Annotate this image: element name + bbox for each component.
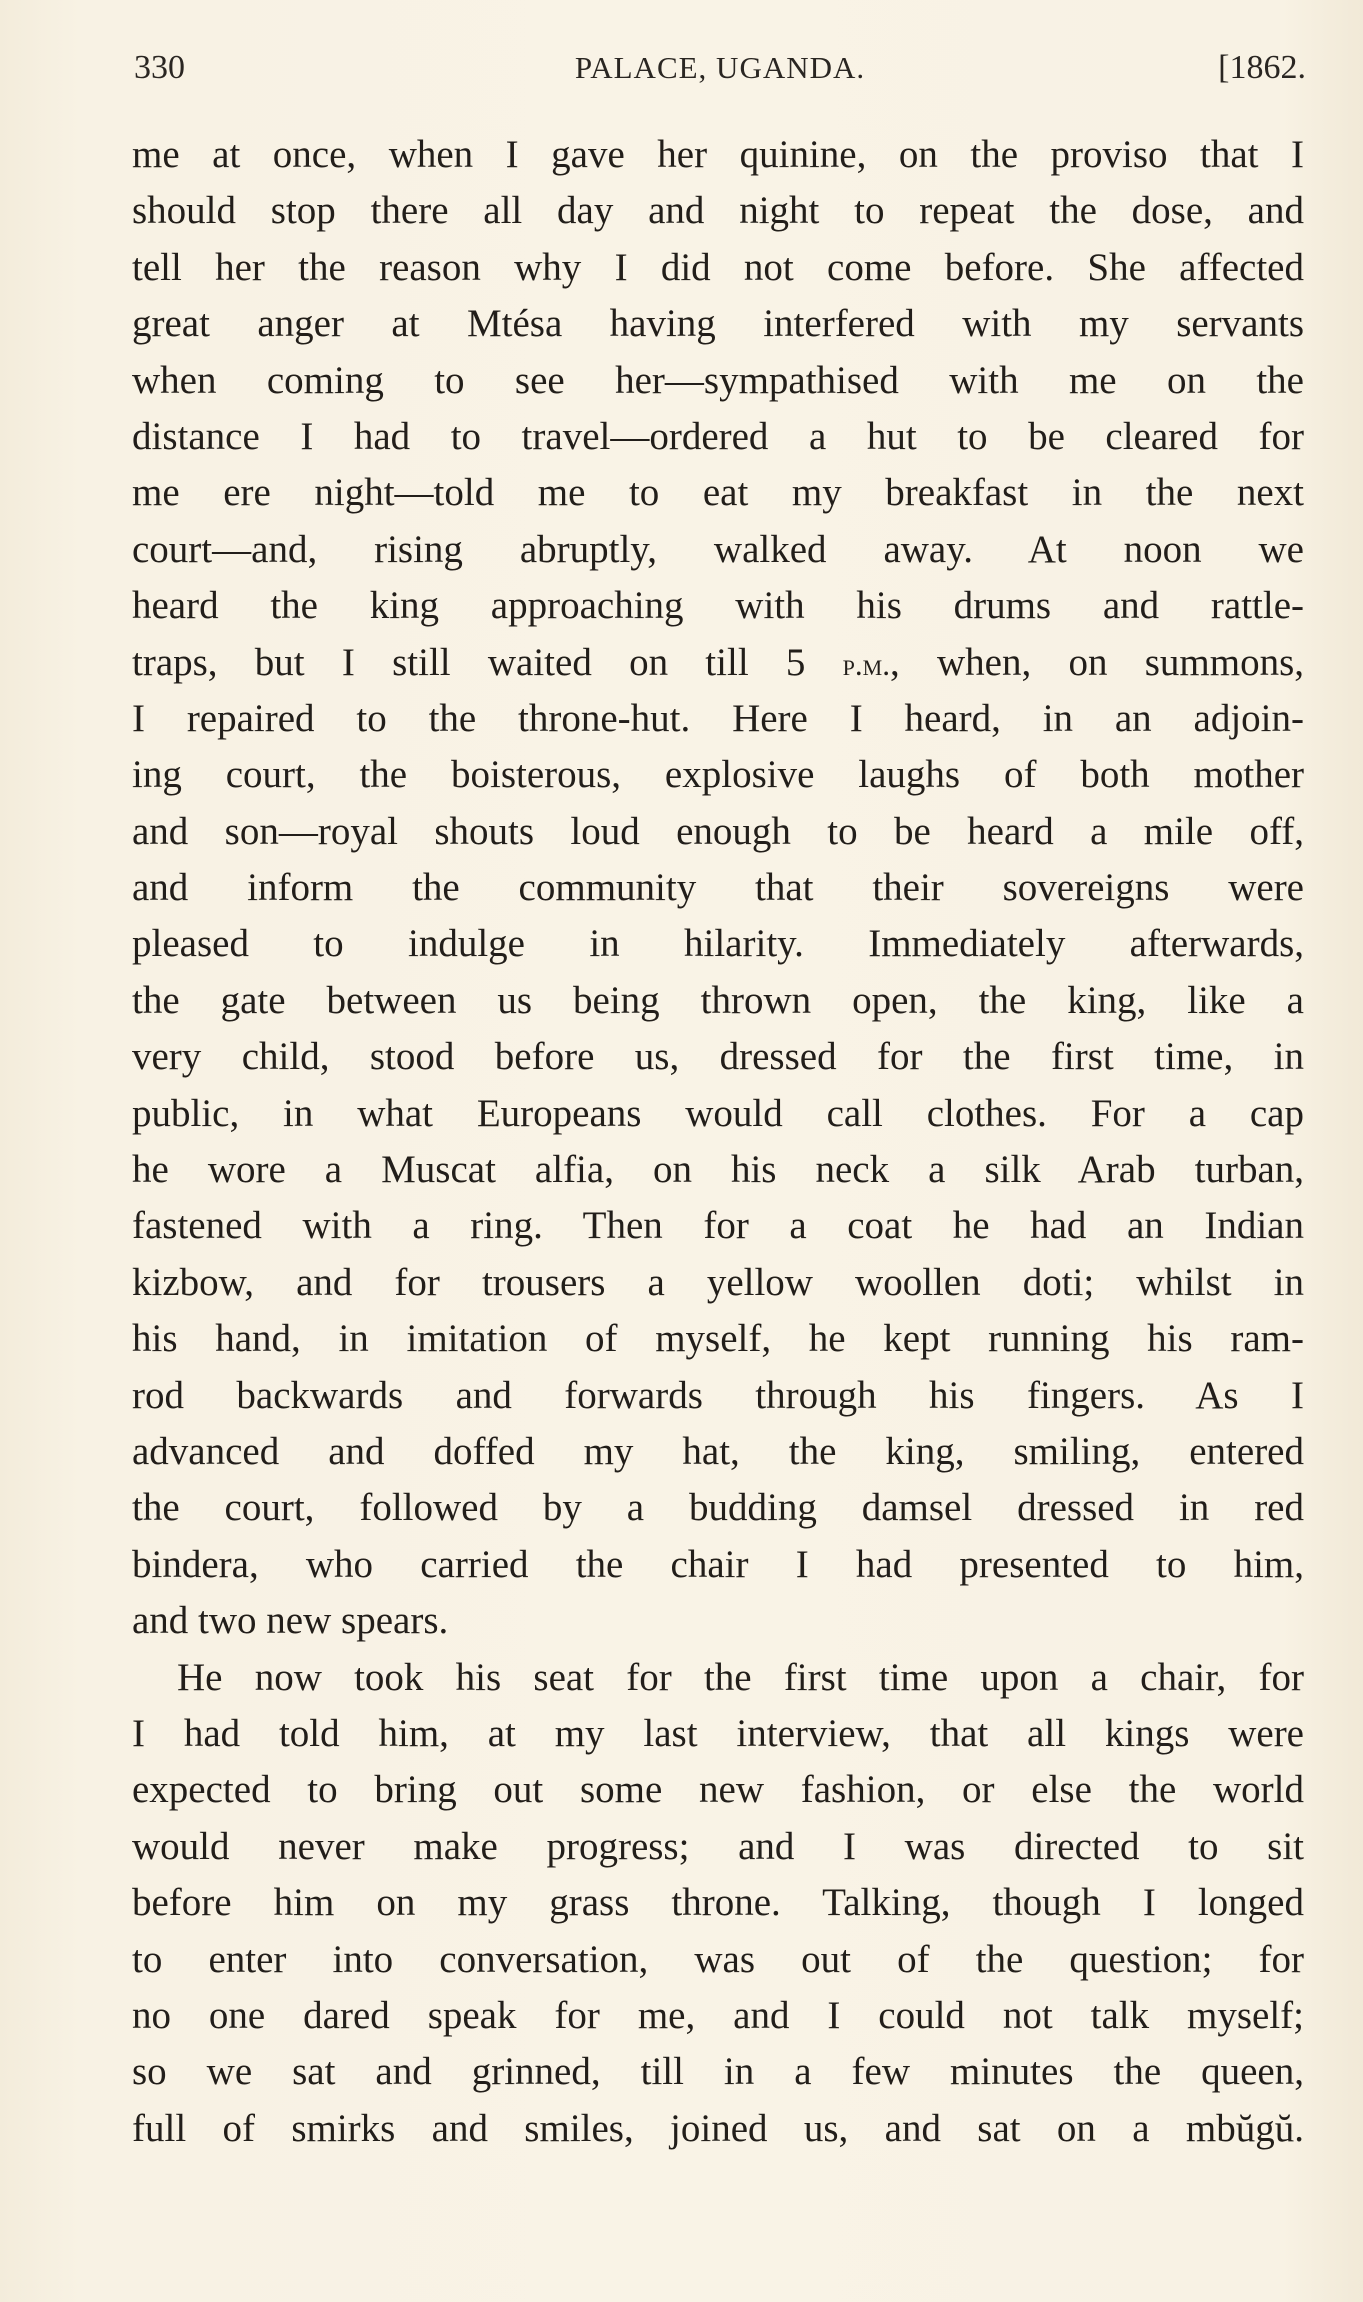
text-line: to enter into conversation, was out of the question; for	[132, 1937, 1304, 1981]
text-line: pleased to indulge in hilarity. Immediately afterwards,	[132, 922, 1304, 966]
running-title: PALACE, UGANDA.	[574, 50, 866, 85]
page-header	[134, 38, 1306, 98]
text-line: He now took his seat for the first time upon a chair, for	[177, 1655, 1304, 1699]
text-line: bindera, who carried the chair I had presented to him,	[132, 1542, 1304, 1586]
text-line: he wore a Muscat alfia, on his neck a silk Arab turban,	[132, 1148, 1304, 1192]
text-line: me ere night—told me to eat my breakfast in the next	[132, 471, 1304, 515]
page-number: 330	[134, 49, 185, 86]
text-line: tell her the reason why I did not come before. She affected	[132, 245, 1304, 289]
text-line: the court, followed by a budding damsel dressed in red	[132, 1486, 1304, 1530]
text-line: fastened with a ring. Then for a coat he had an Indian	[132, 1204, 1304, 1248]
header-year: [1862.	[1218, 49, 1306, 86]
text-line: ing court, the boisterous, explosive laughs of both mother	[132, 753, 1304, 797]
text-line: so we sat and grinned, till in a few minutes the queen,	[132, 2050, 1304, 2094]
text-line: me at once, when I gave her quinine, on the proviso that I	[132, 133, 1304, 176]
text-line: heard the king approaching with his drums and rattle-	[132, 584, 1304, 628]
text-line: would never make progress; and I was directed to sit	[132, 1824, 1304, 1868]
text-line: court—and, rising abruptly, walked away. At noon we	[132, 527, 1304, 571]
text-line: when coming to see her—sympathised with me on the	[132, 358, 1304, 402]
text-line: I repaired to the throne-hut. Here I heard, in an adjoin-	[132, 696, 1304, 740]
text-line: public, in what Europeans would call clothes. For a cap	[132, 1091, 1304, 1135]
text-line: expected to bring out some new fashion, or else the world	[132, 1768, 1304, 1812]
text-line: and inform the community that their sovereigns were	[132, 866, 1304, 910]
body-text	[132, 127, 1304, 2157]
text-line: great anger at Mtésa having interfered with my servants	[132, 302, 1304, 346]
text-line: no one dared speak for me, and I could not talk myself;	[132, 1993, 1304, 2037]
text-line: the gate between us being thrown open, the king, like a	[132, 978, 1304, 1022]
text-line: kizbow, and for trousers a yellow woollen doti; whilst in	[132, 1260, 1304, 1304]
text-line: distance I had to travel—ordered a hut to be cleared for	[132, 414, 1304, 458]
text-line: should stop there all day and night to repeat the dose, and	[132, 189, 1304, 233]
text-line: his hand, in imitation of myself, he kept running his ram-	[132, 1317, 1304, 1361]
text-line: and son—royal shouts loud enough to be heard a mile off,	[132, 809, 1304, 853]
text-line: rod backwards and forwards through his fingers. As I	[132, 1373, 1304, 1417]
text-line: advanced and doffed my hat, the king, smiling, entered	[132, 1429, 1304, 1473]
text-line: I had told him, at my last interview, that all kings were	[132, 1711, 1304, 1755]
text-line: before him on my grass throne. Talking, though I longed	[132, 1881, 1304, 1925]
text-line: and two new spears.	[132, 1599, 449, 1643]
text-line: full of smirks and smiles, joined us, and sat on a mbŭgŭ.	[132, 2106, 1304, 2150]
text-line: very child, stood before us, dressed for the first time, in	[132, 1035, 1304, 1079]
small-caps-text: p.m.	[842, 646, 891, 682]
text-line: traps, but I still waited on till 5 p.m., when, on summons,	[132, 640, 1305, 684]
